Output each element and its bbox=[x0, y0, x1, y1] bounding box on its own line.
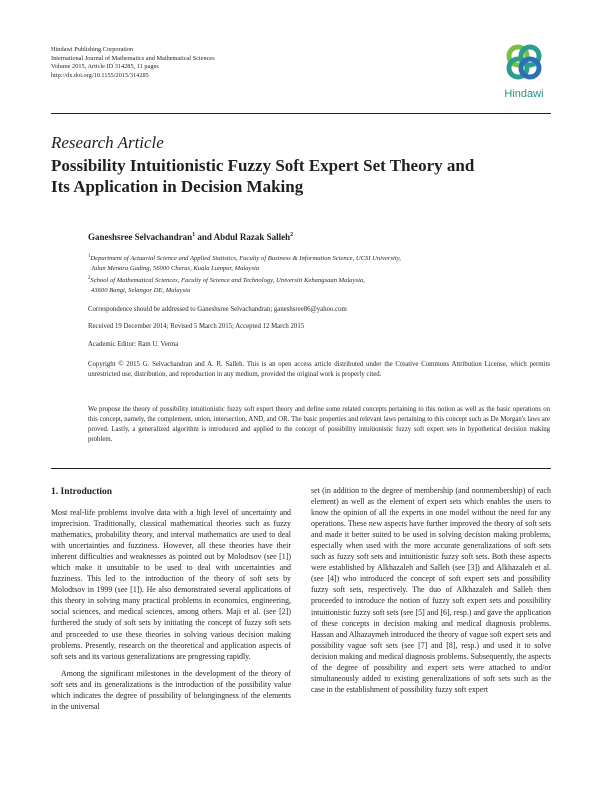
intro-paragraph-2: Among the significant milestones in the development of the theory of soft sets and its generalizations is the introduction of the possibility value which indicates the degree of possibility of belongingness of the elements in the universal bbox=[51, 668, 291, 711]
hindawi-logo bbox=[496, 40, 552, 106]
received-dates: Received 19 December 2014; Revised 5 March 2015; Accepted 12 March 2015 bbox=[88, 323, 305, 330]
logo-text: Hindawi bbox=[504, 88, 544, 100]
author-1-sup: 1 bbox=[192, 232, 196, 238]
hindawi-logo-icon bbox=[496, 40, 552, 88]
author-conjunction: and bbox=[195, 232, 214, 242]
correspondence: Correspondence should be addressed to Ganeshsree Selvachandran; ganeshsree86@yahoo.com bbox=[88, 306, 347, 313]
journal-header bbox=[51, 46, 215, 80]
affiliation-2-line-1: School of Mathematical Sciences, Faculty of Science and Technology, Universiti Kebangsaan Malaysia, bbox=[90, 277, 365, 285]
journal-name: International Journal of Mathematics and Mathematical Sciences bbox=[51, 54, 215, 62]
affiliation-2 bbox=[88, 274, 548, 295]
affiliation-1-line-2: Jalan Menara Gading, 56000 Cheras, Kuala Lumpur, Malaysia bbox=[91, 264, 260, 272]
affiliation-1-sup: 1 bbox=[88, 254, 91, 259]
affiliation-2-line-2: 43600 Bangi, Selangor DE, Malaysia bbox=[91, 286, 191, 294]
column-left bbox=[51, 487, 291, 712]
section-heading: 1. Introduction bbox=[51, 487, 113, 497]
affiliation-2-sup: 2 bbox=[88, 276, 91, 281]
column-right bbox=[311, 485, 551, 695]
author-list bbox=[88, 232, 293, 242]
article-title bbox=[51, 155, 551, 197]
intro-paragraph-3: set (in addition to the degree of membership (and nonmembership) of each element) as well as the element of expert sets which enables the users to know the opinion of all the experts in one model without the need for any operations. These new aspects have further improved the theory of soft sets and made it better suited to be used in solving decision making problems, especially when used with the more accurate generalizations of soft sets such as fuzzy soft sets and intuitionistic fuzzy soft sets. Both these aspects were established by Alkhazaleh and Salleh (see [3]) and Alkhazaleh et al. (see [4]) who introduced the concept of soft expert sets and possibility fuzzy soft sets, respectively. The duo of Alkhazaleh and Salleh then proceeded to introduce the notion of fuzzy soft expert sets and possibility intuitionistic fuzzy soft sets (see [5] and [6], resp.) and gave the application of these concepts in decision making and medical diagnosis problems. Hassan and Alhazaymeh introduced the theory of vague soft expert sets and possibility vague soft sets (see [7] and [8], resp.) and used it to solve decision making and medical diagnosis problems. Subsequently, the aspects of the degree of possibility and expert sets were attached to and/or simultaneously added to existing generalizations of soft sets such as the case in the establishment of possibility fuzzy soft expert bbox=[311, 486, 551, 694]
publisher-name: Hindawi Publishing Corporation bbox=[51, 46, 134, 53]
title-line-2: Its Application in Decision Making bbox=[51, 177, 304, 196]
author-2[interactable]: Abdul Razak Salleh bbox=[213, 232, 291, 242]
abstract-divider bbox=[51, 468, 551, 469]
title-line-1: Possibility Intuitionistic Fuzzy Soft Expert Set Theory and bbox=[51, 156, 475, 175]
academic-editor: Academic Editor: Ram U. Verma bbox=[88, 341, 179, 348]
affiliation-1 bbox=[88, 252, 548, 273]
header-divider bbox=[51, 113, 551, 114]
doi-link[interactable]: http://dx.doi.org/10.1155/2015/314285 bbox=[51, 71, 149, 79]
affiliation-1-line-1: Department of Actuarial Science and Applied Statistics, Faculty of Business & Information Science, UCSI University, bbox=[90, 255, 401, 263]
author-2-sup: 2 bbox=[290, 232, 294, 238]
copyright-notice: Copyright © 2015 G. Selvachandran and A. R. Salleh. This is an open access article distributed under the Creative Commons Attribution License, which permits unrestricted use, distribution, and reproduction in any medium, provided the original work is properly cited. bbox=[88, 361, 550, 378]
volume-info: Volume 2015, Article ID 314285, 11 pages bbox=[51, 63, 159, 71]
article-type: Research Article bbox=[51, 133, 164, 152]
intro-paragraph-1: Most real-life problems involve data with a high level of uncertainty and imprecision. Traditionally, classical mathematical theories such as fuzzy mathematics, probability theory, and interval mathematics are used to deal with uncertainties and fuzziness. However, all these theories have their inherent difficulties and weaknesses as pointed out by Molodtsov (see [1]) which make it unsuitable to be used to deal with uncertainties and fuzziness. This led to the introduction of the theory of soft sets by Molodtsov in 1999 (see [1]). He also demonstrated several applications of this theory in solving many practical problems in economics, engineering, social sciences, and medical sciences, among others. Maji et al. (see [2]) furthered the study of soft sets by initiating the concept of fuzzy soft sets and proceeded to use these theories in solving various decision making problems. Presently, research on the theoretical and application aspects of soft sets and its various generalizations are progressing rapidly. bbox=[51, 508, 291, 661]
author-1[interactable]: Ganeshsree Selvachandran bbox=[88, 232, 193, 242]
abstract: We propose the theory of possibility intuitionistic fuzzy soft expert theory and define some related concepts pertaining to this notion as well as the basic operations on this concept, namely, the complement, union, intersection, AND, and OR. The basic properties and relevant laws pertaining to this concept such as De Morgan's laws are proved. Lastly, a generalized algorithm is introduced and applied to the concept of possibility intuitionistic fuzzy soft expert sets in hypothetical decision making problem. bbox=[88, 406, 550, 443]
